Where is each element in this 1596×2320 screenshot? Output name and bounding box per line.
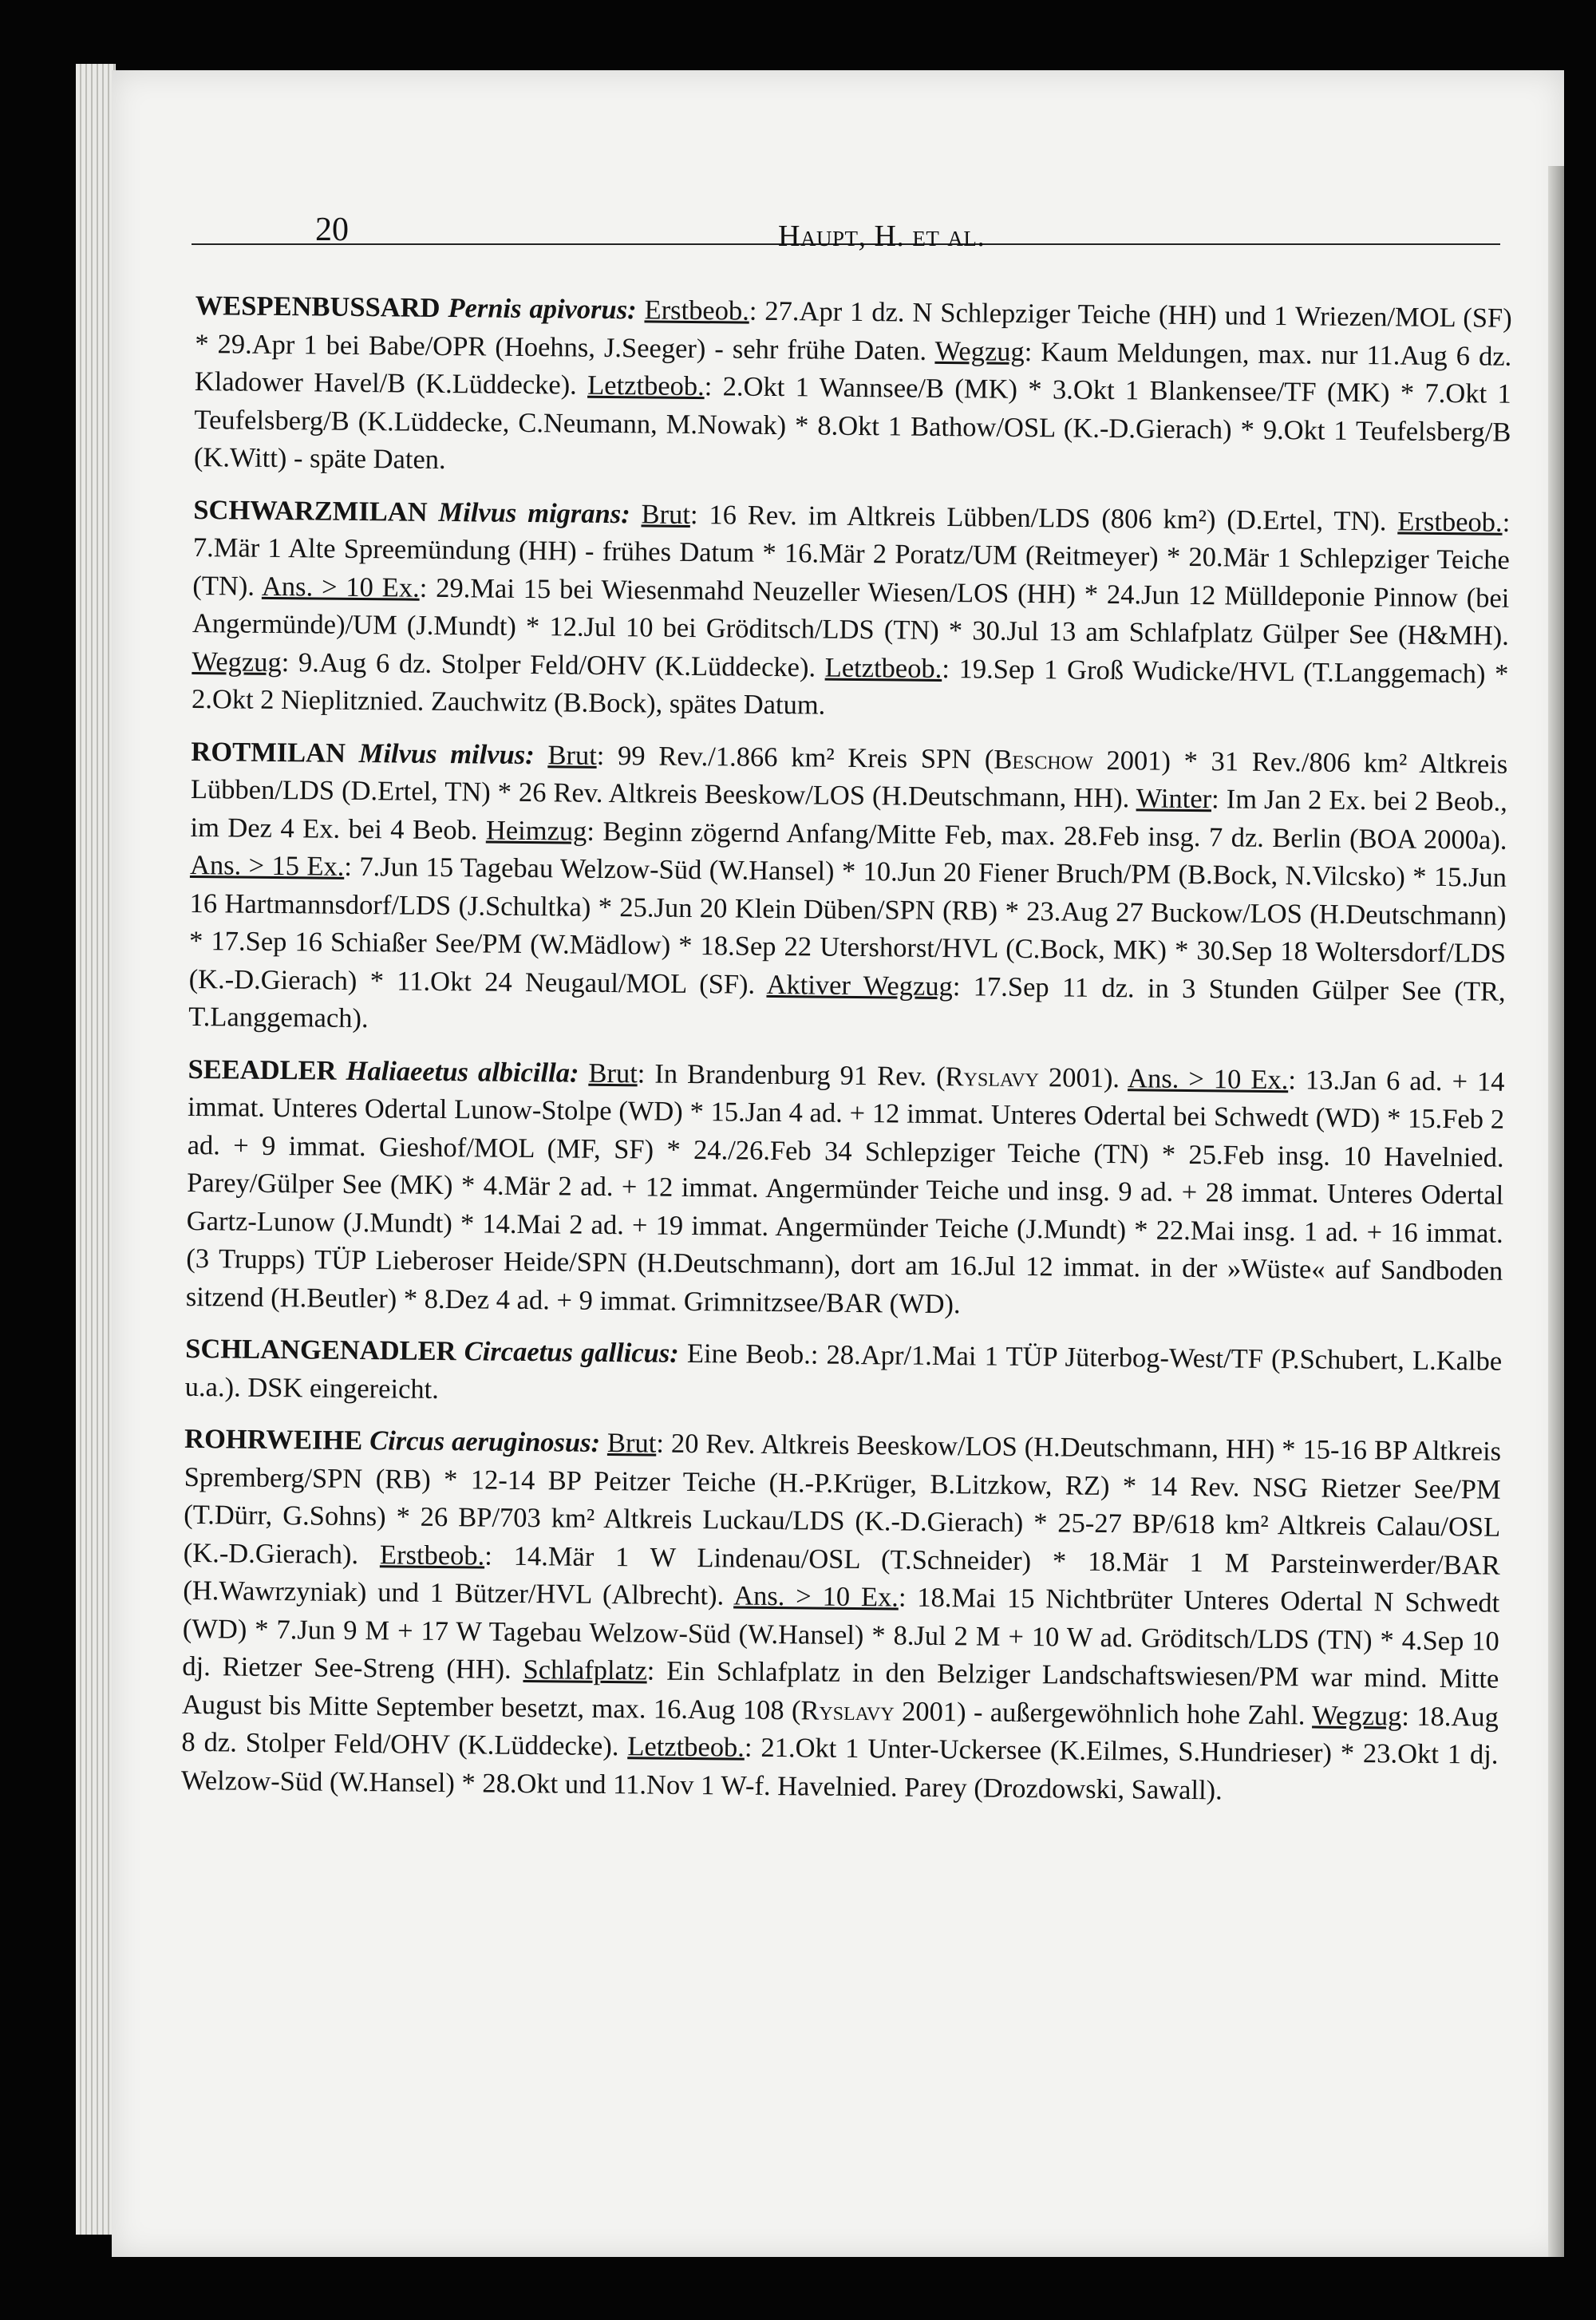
species-entry: SCHWARZMILAN Milvus migrans: Brut: 16 Rev. im Altkreis Lübben/LDS (806 km²) (D.Ertel, TN). Erstbeob.: 7.Mär 1 Alte Spreemündung (HH) - frühes Datum * 16.Mär 2 Poratz/UM (Reitmeyer) * 20.Mär 1 Schlepziger Teiche (TN). Ans. > 10 Ex.: 29.Mai 15 bei Wiesenmahd Neuzeller Wiesen/LOS (HH) * 24.Jun 12 Mülldeponie Pinnow (bei Angermünde)/UM (J.Mundt) * 12.Jul 10 bei Gröditsch/LDS (TN) * 30.Jul 13 am Schlafplatz Gülper See (H&MH). Wegzug: 9.Aug 6 dz. Stolper Feld/OHV (K.Lüddecke). Letztbeob.: 19.Sep 1 Groß Wudicke/HVL (T.Langgemach) * 2.Okt 2 Nieplitznied. Zauchwitz (B.Bock), spätes Datum. bbox=[191, 494, 1511, 721]
species-latin-name: Circaetus gallicus bbox=[464, 1336, 670, 1369]
entry-text: : 20 Rev. Altkreis Beeskow/LOS (H.Deutschmann, HH) * 15-16 BP Altkreis Spremberg/SPN (RB) * 12-14 BP Peitzer Teiche (H.-P.Krüger, B.Litzkow, RZ) * 14 Rev. NSG Rietzer See/PM (T.Dürr, G.Sohns) * 26 BP/703 km² Altkreis Luckau/LDS (K.-D.Gierach) * 25-27 BP/618 km² Altkreis Calau/OSL (K.-D.Gierach). bbox=[183, 1428, 1502, 1570]
section-label: Letztbeob. bbox=[824, 652, 942, 684]
entry-text: : Kaum Meldungen, max. nur 11.Aug 6 dz. Kladower Havel/B (K.Lüddecke). bbox=[194, 336, 1512, 401]
section-label: Ans. > 10 Ex. bbox=[261, 571, 420, 603]
entry-text: : 18.Mai 15 Nichtbrüter Unteres Odertal N Schwedt (WD) * 7.Jun 9 M + 17 W Tagebau Welzow-Süd (W.Hansel) * 8.Jul 2 M + 10 W ad. Gröditsch/LDS (TN) * 4.Sep 10 dj. Rietzer See-Streng (HH). bbox=[182, 1582, 1500, 1686]
entry-text: : 19.Sep 1 Groß Wudicke/HVL (T.Langgemach) * 2.Okt 2 Nieplitznied. Zauchwitz (B.Bock), spätes Datum. bbox=[191, 653, 1509, 721]
section-label: Erstbeob. bbox=[1397, 505, 1503, 538]
entry-text: : 13.Jan 6 ad. + 14 immat. Unteres Odertal Lunow-Stolpe (WD) * 15.Jan 4 ad. + 12 immat. Unteres Odertal bei Schwedt (WD) * 15.Feb 2 ad. + 9 immat. Gieshof/MOL (MF, SF) * 24./26.Feb 34 Schlepziger Teiche (TN) * 25.Feb insg. 10 Havelnied. Parey/Gülper See (MK) * 4.Mär 2 ad. + 12 immat. Angermünder Teiche und insg. 9 ad. + 28 immat. Unteres Odertal Gartz-Lunow (J.Mundt) * 14.Mai 2 ad. + 19 immat. Angermünder Teiche (J.Mundt) * 22.Mai insg. 1 ad. + 16 immat. (3 Trupps) TÜP Lieberoser Heide/SPN (H.Deutschmann), dort am 16.Jul 12 immat. in der »Wüste« auf Sandboden sitzend (H.Beutler) * 8.Dez 4 ad. + 9 immat. Grimnitzsee/BAR (WD). bbox=[185, 1064, 1505, 1319]
section-label: Wegzug bbox=[1312, 1700, 1402, 1732]
entry-text: 2001) - außergewöhnlich hohe Zahl. bbox=[894, 1695, 1313, 1731]
entry-text: 2001) * 31 Rev./806 km² Altkreis Lübben/LDS (D.Ertel, TN) * 26 Rev. Altkreis Beeskow/LOS (H.Deutschmann, HH). bbox=[190, 745, 1508, 814]
species-name: SCHWARZMILAN bbox=[193, 494, 428, 528]
entry-text: : 16 Rev. im Altkreis Lübben/LDS (806 km²) (D.Ertel, TN). bbox=[689, 499, 1398, 536]
species-latin-name: Circus aeruginosus bbox=[369, 1425, 591, 1458]
section-label: Heimzug bbox=[485, 815, 587, 847]
entry-text: Eine Beob.: 28.Apr/1.Mai 1 TÜP Jüterbog-West/TF (P.Schubert, L.Kalbe u.a.). DSK eingereicht. bbox=[184, 1338, 1503, 1405]
section-label: Brut bbox=[606, 1428, 657, 1459]
section-label: Wegzug bbox=[192, 646, 282, 678]
species-entry: WESPENBUSSARD Pernis apivorus: Erstbeob.: 27.Apr 1 dz. N Schlepziger Teiche (HH) und 1 Wriezen/MOL (SF) * 29.Apr 1 bei Babe/OPR (Hoehns, J.Seeger) - sehr frühe Daten. Wegzug: Kaum Meldungen, max. nur 11.Aug 6 dz. Kladower Havel/B (K.Lüddecke). Letztbeob.: 2.Okt 1 Wannsee/B (MK) * 3.Okt 1 Blankensee/TF (MK) * 7.Okt 1 Teufelsberg/B (K.Lüddecke, C.Neumann, M.Nowak) * 8.Okt 1 Bathow/OSL (K.-D.Gierach) * 9.Okt 1 Teufelsberg/B (K.Witt) - späte Daten. bbox=[193, 290, 1512, 476]
section-label: Wegzug bbox=[934, 335, 1025, 367]
species-name: ROHRWEIHE bbox=[184, 1423, 363, 1456]
citation-author: Beschow bbox=[994, 744, 1093, 776]
entry-text: : 7.Mär 1 Alte Spreemündung (HH) - frühes Datum * 16.Mär 2 Poratz/UM (Reitmeyer) * 20.Mär 1 Schlepziger Teiche (TN). bbox=[192, 507, 1511, 602]
species-latin-name: Pernis apivorus bbox=[448, 293, 628, 326]
entry-text: : 7.Jun 15 Tagebau Welzow-Süd (W.Hansel) * 10.Jun 20 Fiener Bruch/PM (B.Bock, N.Vilcsko) * 15.Jun 16 Hartmannsdorf/LDS (J.Schultka) * 25.Jun 20 Klein Düben/SPN (RB) * 23.Aug 27 Buckow/LOS (H.Deutschmann) * 17.Sep 16 Schiaßer See/PM (W.Mädlow) * 18.Sep 22 Utershorst/HVL (C.Bock, MK) * 30.Sep 18 Woltersdorf/LDS (K.-D.Gierach) * 11.Okt 24 Neugaul/MOL (SF). bbox=[188, 851, 1507, 1000]
page-header bbox=[192, 136, 1500, 253]
section-label: Brut bbox=[547, 739, 597, 771]
section-label: Ans. > 15 Ex. bbox=[189, 849, 345, 882]
entry-text: : 9.Aug 6 dz. Stolper Feld/OHV (K.Lüddecke). bbox=[281, 646, 825, 683]
entry-text: : 17.Sep 11 dz. in 3 Stunden Gülper See (TR, T.Langgemach). bbox=[188, 970, 1506, 1034]
section-label: Ans. > 10 Ex. bbox=[733, 1580, 899, 1613]
species-entry: ROTMILAN Milvus milvus: Brut: 99 Rev./1.866 km² Kreis SPN (Beschow 2001) * 31 Rev./806 km² Altkreis Lübben/LDS (D.Ertel, TN) * 26 Rev. Altkreis Beeskow/LOS (H.Deutschmann, HH). Winter: Im Jan 2 Ex. bei 2 Beob., im Dez 4 Ex. bei 4 Beob. Heimzug: Beginn zögernd Anfang/Mitte Feb, max. 28.Feb insg. 7 dz. Berlin (BOA 2000a). Ans. > 15 Ex.: 7.Jun 15 Tagebau Welzow-Süd (W.Hansel) * 10.Jun 20 Fiener Bruch/PM (B.Bock, N.Vilcsko) * 15.Jun 16 Hartmannsdorf/LDS (J.Schultka) * 25.Jun 20 Klein Düben/SPN (RB) * 23.Aug 27 Buckow/LOS (H.Deutschmann) * 17.Sep 16 Schiaßer See/PM (W.Mädlow) * 18.Sep 22 Utershorst/HVL (C.Bock, MK) * 30.Sep 18 Woltersdorf/LDS (K.-D.Gierach) * 11.Okt 24 Neugaul/MOL (SF). Aktiver Wegzug: 17.Sep 11 dz. in 3 Stunden Gülper See (TR, T.Langgemach). bbox=[188, 736, 1508, 1034]
species-name: WESPENBUSSARD bbox=[195, 290, 440, 323]
species-entry: SCHLANGENADLER Circaetus gallicus: Eine Beob.: 28.Apr/1.Mai 1 TÜP Jüterbog-West/TF (P.Schubert, L.Kalbe u.a.). DSK eingereicht. bbox=[184, 1333, 1503, 1405]
document-body bbox=[181, 287, 1512, 1827]
species-latin-name: Milvus migrans bbox=[438, 496, 622, 529]
entry-text: : 21.Okt 1 Unter-Uckersee (K.Eilmes, S.Hundrieser) * 23.Okt 1 dj. Welzow-Süd (W.Hansel) * 28.Okt und 11.Nov 1 W-f. Havelnied. Parey (Drozdowski, Sawall). bbox=[180, 1732, 1499, 1805]
species-entry: ROHRWEIHE Circus aeruginosus: Brut: 20 Rev. Altkreis Beeskow/LOS (H.Deutschmann, HH) * 15-16 BP Altkreis Spremberg/SPN (RB) * 12-14 BP Peitzer Teiche (H.-P.Krüger, B.Litzkow, RZ) * 14 Rev. NSG Rietzer See/PM (T.Dürr, G.Sohns) * 26 BP/703 km² Altkreis Luckau/LDS (K.-D.Gierach) * 25-27 BP/618 km² Altkreis Calau/OSL (K.-D.Gierach). Erstbeob.: 14.Mär 1 W Lindenau/OSL (T.Schneider) * 18.Mär 1 M Parsteinwerder/BAR (H.Wawrzyniak) und 1 Bützer/HVL (Albrecht). Ans. > 10 Ex.: 18.Mai 15 Nichtbrüter Unteres Odertal N Schwedt (WD) * 7.Jun 9 M + 17 W Tagebau Welzow-Süd (W.Hansel) * 8.Jul 2 M + 10 W ad. Gröditsch/LDS (TN) * 4.Sep 10 dj. Rietzer See-Streng (HH). Schlafplatz: Ein Schlafplatz in den Belziger Landschaftswiesen/PM war mind. Mitte August bis Mitte September besetzt, max. 16.Aug 108 (Ryslavy 2001) - außergewöhnlich hohe Zahl. Wegzug: 18.Aug 8 dz. Stolper Feld/OHV (K.Lüddecke). Letztbeob.: 21.Okt 1 Unter-Uckersee (K.Eilmes, S.Hundrieser) * 23.Okt 1 dj. Welzow-Süd (W.Hansel) * 28.Okt und 11.Nov 1 W-f. Havelnied. Parey (Drozdowski, Sawall). bbox=[180, 1423, 1502, 1805]
section-label: Brut bbox=[641, 498, 691, 530]
entry-text: : Ein Schlafplatz in den Belziger Landschaftswiesen/PM war mind. Mitte August bis Mitte September besetzt, max. 16.Aug 108 ( bbox=[181, 1655, 1499, 1725]
section-label: Letztbeob. bbox=[587, 370, 705, 402]
running-head-text: Haupt, H. et al. bbox=[778, 219, 986, 253]
entry-text: : 99 Rev./1.866 km² Kreis SPN ( bbox=[596, 740, 994, 775]
section-label: Erstbeob. bbox=[644, 294, 750, 326]
section-label: Schlafplatz bbox=[523, 1654, 647, 1686]
entry-text: 2001). bbox=[1038, 1061, 1128, 1093]
species-latin-name: Haliaeetus albicilla bbox=[346, 1055, 571, 1089]
citation-author: Ryslavy bbox=[945, 1061, 1040, 1093]
entry-text: : In Brandenburg 91 Rev. ( bbox=[637, 1057, 946, 1092]
entry-text: : 29.Mai 15 bei Wiesenmahd Neuzeller Wiesen/LOS (HH) * 24.Jun 12 Mülldeponie Pinnow (bei Angermünde)/UM (J.Mundt) * 12.Jul 10 bei Gröditsch/LDS (TN) * 30.Jul 13 am Schlafplatz Gülper See (H&MH). bbox=[192, 572, 1510, 651]
entry-text: : 18.Aug 8 dz. Stolper Feld/OHV (K.Lüddecke). bbox=[181, 1701, 1499, 1762]
running-head bbox=[778, 219, 985, 254]
entry-text: : Im Jan 2 Ex. bei 2 Beob., im Dez 4 Ex. bei 4 Beob. bbox=[190, 784, 1508, 846]
section-label: Brut bbox=[588, 1057, 638, 1089]
page-number: 20 bbox=[315, 211, 349, 248]
species-name: ROTMILAN bbox=[191, 736, 346, 769]
entry-text: : 2.Okt 1 Wannsee/B (MK) * 3.Okt 1 Blankensee/TF (MK) * 7.Okt 1 Teufelsberg/B (K.Lüddecke, C.Neumann, M.Nowak) * 8.Okt 1 Bathow/OSL (K.-D.Gierach) * 9.Okt 1 Teufelsberg/B (K.Witt) - späte Daten. bbox=[193, 371, 1511, 476]
species-entry: SEEADLER Haliaeetus albicilla: Brut: In Brandenburg 91 Rev. (Ryslavy 2001). Ans. > 10 Ex.: 13.Jan 6 ad. + 14 immat. Unteres Odertal Lunow-Stolpe (WD) * 15.Jan 4 ad. + 12 immat. Unteres Odertal bei Schwedt (WD) * 15.Feb 2 ad. + 9 immat. Gieshof/MOL (MF, SF) * 24./26.Feb 34 Schlepziger Teiche (TN) * 25.Feb insg. 10 Havelnied. Parey/Gülper See (MK) * 4.Mär 2 ad. + 12 immat. Angermünder Teiche und insg. 9 ad. + 28 immat. Unteres Odertal Gartz-Lunow (J.Mundt) * 14.Mai 2 ad. + 19 immat. Angermünder Teiche (J.Mundt) * 22.Mai insg. 1 ad. + 16 immat. (3 Trupps) TÜP Lieberoser Heide/SPN (H.Deutschmann), dort am 16.Jul 12 immat. in der »Wüste« auf Sandboden sitzend (H.Beutler) * 8.Dez 4 ad. + 9 immat. Grimnitzsee/BAR (WD). bbox=[185, 1053, 1505, 1319]
section-label: Ans. > 10 Ex. bbox=[1127, 1062, 1289, 1095]
entry-text: : 14.Mär 1 W Lindenau/OSL (T.Schneider) * 18.Mär 1 M Parsteinwerder/BAR (H.Wawrzyniak) und 1 Bützer/HVL (Albrecht). bbox=[183, 1540, 1500, 1611]
citation-author: Ryslavy bbox=[800, 1694, 895, 1726]
section-label: Letztbeob. bbox=[627, 1731, 745, 1763]
species-name: SCHLANGENADLER bbox=[185, 1333, 456, 1367]
entry-text: : Beginn zögernd Anfang/Mitte Feb, max. 28.Feb insg. 7 dz. Berlin (BOA 2000a). bbox=[587, 816, 1507, 856]
entry-text: : 27.Apr 1 dz. N Schlepziger Teiche (HH) und 1 Wriezen/MOL (SF) * 29.Apr 1 bei Babe/OPR (Hoehns, J.Seeger) - sehr frühe Daten. bbox=[195, 295, 1512, 366]
species-latin-name: Milvus milvus bbox=[358, 737, 526, 770]
page-stack-edge bbox=[76, 64, 116, 2235]
species-name: SEEADLER bbox=[188, 1053, 337, 1086]
section-label: Winter bbox=[1136, 783, 1212, 815]
section-label: Aktiver Wegzug bbox=[766, 969, 954, 1002]
section-label: Erstbeob. bbox=[379, 1539, 485, 1571]
page-right-edge bbox=[1548, 166, 1564, 2257]
